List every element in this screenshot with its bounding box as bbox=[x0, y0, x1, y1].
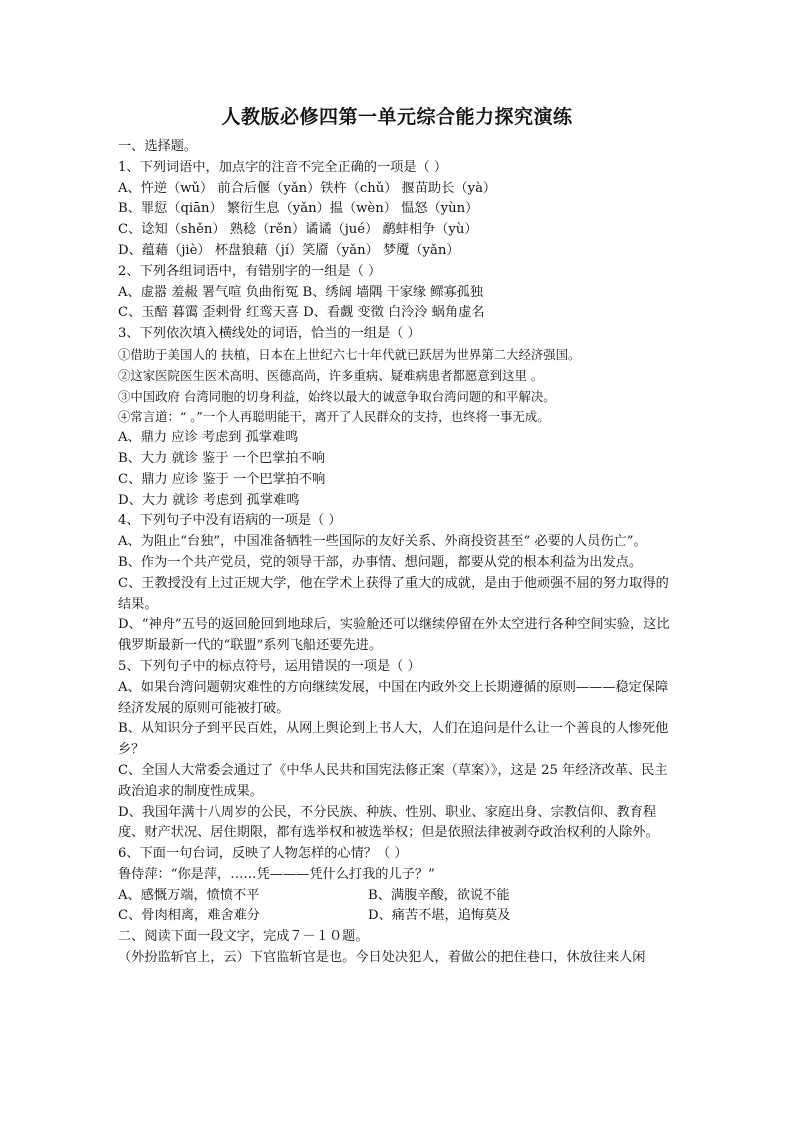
question-3-option-c: C、鼎力 应诊 鉴于 一个巴掌拍不响 bbox=[118, 471, 326, 487]
question-6-option-b: B、满腹辛酸，欲说不能 bbox=[368, 887, 510, 903]
question-3-option-a: A、鼎力 应诊 考虑到 孤掌难鸣 bbox=[118, 430, 299, 446]
question-1-option-d: D、蕴藉（jiè） 杯盘狼藉（jí）笑靥（yǎn） 梦魇（yǎn） bbox=[118, 242, 460, 258]
question-6-options-row-2 bbox=[118, 906, 678, 927]
question-5-option-c: C、全国人大常委会通过了《中华人民共和国宪法修正案（草案）》，这是 25 年经济改革、民主政治追求的制度性成果。 bbox=[118, 762, 668, 799]
question-4-option-b: B、作为一个共产党员，党的领导干部，办事情、想问题，都要从党的根本利益为出发点。 bbox=[118, 554, 642, 570]
section-heading-1: 一、选择题。 bbox=[118, 139, 198, 154]
question-1-option-b: B、罪愆（qiān） 繁衍生息（yǎn）揾（wèn） 愠怒（yùn） bbox=[118, 201, 479, 217]
question-6-option-c: C、骨肉相离，难舍难分 bbox=[118, 908, 260, 924]
document-body bbox=[118, 137, 678, 969]
question-6-option-d: D、痛苦不堪，追悔莫及 bbox=[368, 908, 511, 924]
question-5-option-a: A、如果台湾问题朝灾难性的方向继续发展，中国在内政外交上长期遵循的原则———稳定保障经济发展的原则可能被打破。 bbox=[118, 679, 669, 716]
question-6-quote: 鲁侍萍：“你是萍，……凭———凭什么打我的儿子？” bbox=[118, 866, 435, 882]
question-5-option-b: B、从知识分子到平民百姓，从网上舆论到上书人大，人们在追问是什么让一个善良的人惨死他乡？ bbox=[118, 721, 669, 758]
question-2-options-cd: C、玉醅 暮霭 歪剌骨 红鸾天喜 D、看觑 变徵 白泠泠 蜗角虚名 bbox=[118, 305, 485, 321]
question-4-stem: 4、下列句子中没有语病的一项是（ ） bbox=[118, 513, 342, 529]
question-2-stem: 2、下列各组词语中，有错别字的一组是（ ） bbox=[118, 263, 382, 279]
question-3-sentence-4: ④常言道：“ 。”一个人再聪明能干，离开了人民群众的支持，也终将一事无成。 bbox=[118, 409, 550, 425]
question-3-sentence-3: ③中国政府 台湾同胞的切身利益，始终以最大的诚意争取台湾问题的和平解决。 bbox=[118, 388, 556, 404]
question-1-stem: 1、下列词语中，加点字的注音不完全正确的一项是（ ） bbox=[118, 159, 448, 175]
question-1-option-a: A、忤逆（wǔ） 前合后偃（yǎn）铁杵（chǔ） 揠苗助长（yà） bbox=[118, 180, 497, 196]
question-3-stem: 3、下列依次填入横线处的词语，恰当的一组是（ ） bbox=[118, 326, 421, 342]
question-3-sentence-2: ②这家医院医生医术高明、医德高尚，许多重病、疑难病患者都愿意到这里 。 bbox=[118, 367, 544, 383]
passage-text: （外扮监斩官上，云）下官监斩官是也。今日处决犯人，着做公的把住巷口，休放往来人闲 bbox=[118, 950, 646, 966]
question-4-option-a: A、为阻止“台独”，中国准备牺牲一些国际的友好关系、外商投资甚至“ 必要的人员伤亡”。 bbox=[118, 534, 647, 550]
question-2-options-ab: A、虚嚣 羞赧 署气喧 负曲衔冤 B、绣阔 墙隅 干家缘 鳏寡孤独 bbox=[118, 284, 484, 300]
document-title: 人教版必修四第一单元综合能力探究演练 bbox=[221, 106, 573, 128]
question-5-option-d: D、我国年满十八周岁的公民，不分民族、种族、性别、职业、家庭出身、宗教信仰、教育程度、财产状况、居住期限，都有选举权和被选举权；但是依照法律被剥夺政治权利的人除外。 bbox=[118, 804, 659, 841]
section-heading-2: 二、阅读下面一段文字，完成７－１０题。 bbox=[118, 929, 369, 945]
question-1-option-c: C、谂知（shěn） 熟稔（rěn）谲谲（jué） 鹬蚌相争（yù） bbox=[118, 222, 478, 238]
question-4-option-c: C、王教授没有上过正规大学，他在学术上获得了重大的成就，是由于他顽强不屈的努力取得的结果。 bbox=[118, 575, 669, 612]
question-3-option-d: D、大力 就诊 考虑到 孤掌难鸣 bbox=[118, 492, 300, 508]
question-6-stem: 6、下面一句台词，反映了人物怎样的心情？（ ） bbox=[118, 846, 408, 862]
question-3-option-b: B、大力 就诊 鉴于 一个巴掌拍不响 bbox=[118, 450, 325, 466]
question-4-option-d: D、“神舟”五号的返回舱回到地球后，实验舱还可以继续停留在外太空进行各种空间实验，这比俄罗斯最新一代的“联盟”系列飞船还要先进。 bbox=[118, 617, 670, 654]
question-3-sentence-1: ①借助于美国人的 扶植，日本在上世纪六七十年代就已跃居为世界第二大经济强国。 bbox=[118, 346, 581, 362]
question-5-stem: 5、下列句子中的标点符号，运用错误的一项是（ ） bbox=[118, 658, 421, 674]
question-6-option-a: A、感慨万端，愤愤不平 bbox=[118, 887, 260, 903]
question-6-options-row-1 bbox=[118, 886, 678, 907]
